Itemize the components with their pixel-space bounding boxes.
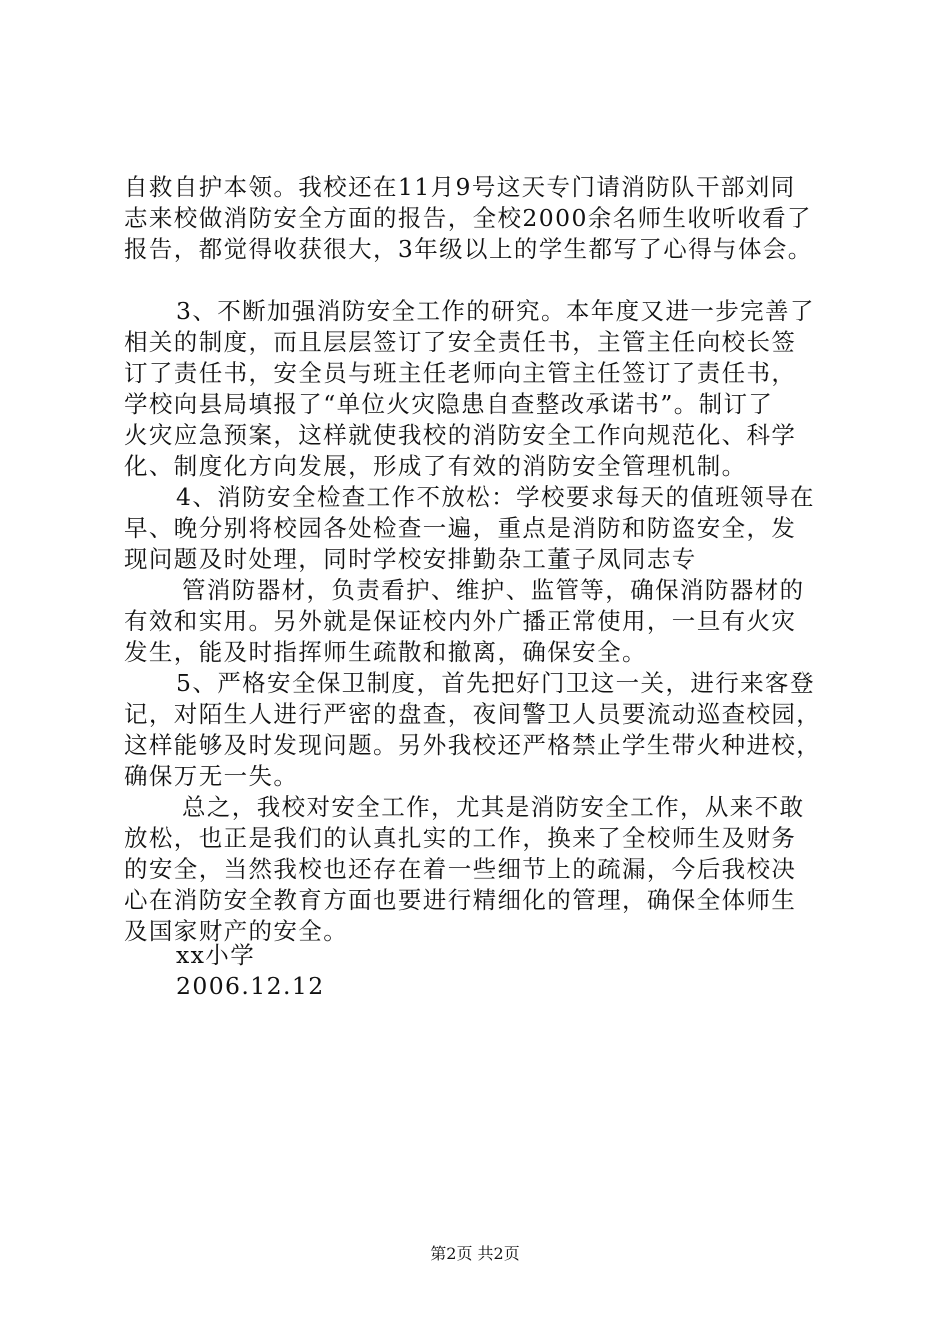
text-line: 现问题及时处理，同时学校安排勤杂工董子凤同志专 (124, 545, 697, 573)
signature-date: 2006.12.12 (176, 972, 325, 1000)
text-line: 自救自护本领。我校还在11月9号这天专门请消防队干部刘同 (124, 173, 796, 201)
text-line: 管消防器材，负责看护、维护、监管等，确保消防器材的 (182, 576, 805, 604)
signature-school: xx小学 (176, 941, 256, 969)
text-line: 放松，也正是我们的认真扎实的工作，换来了全校师生及财务 (124, 824, 797, 852)
text-line: 志来校做消防安全方面的报告，全校2000余名师生收听收看了 (124, 204, 812, 232)
text-line: 学校向县局填报了“单位火灾隐患自查整改承诺书”。制订了 (124, 390, 774, 418)
page-number: 第2页 共2页 (430, 1244, 520, 1263)
text-line: 5、严格安全保卫制度，首先把好门卫这一关，进行来客登 (176, 669, 815, 697)
text-line: 火灾应急预案，这样就使我校的消防安全工作向规范化、科学 (124, 421, 797, 449)
text-line: 总之，我校对安全工作，尤其是消防安全工作，从来不敢 (182, 793, 805, 821)
text-line: 4、消防安全检查工作不放松：学校要求每天的值班领导在 (176, 483, 815, 511)
text-line: 3、不断加强消防安全工作的研究。本年度又进一步完善了 (176, 297, 815, 325)
text-line: 心在消防安全教育方面也要进行精细化的管理，确保全体师生 (124, 886, 797, 914)
text-line: 发生，能及时指挥师生疏散和撤离，确保安全。 (124, 638, 647, 666)
text-line: 这样能够及时发现问题。另外我校还严格禁止学生带火种进校， (124, 731, 822, 759)
text-line: 早、晚分别将校园各处检查一遍，重点是消防和防盗安全，发 (124, 514, 797, 542)
text-line: 及国家财产的安全。 (124, 917, 349, 945)
text-line: 记，对陌生人进行严密的盘查，夜间警卫人员要流动巡查校园， (124, 700, 822, 728)
text-line: 报告，都觉得收获很大，3年级以上的学生都写了心得与体会。 (124, 235, 813, 263)
text-line: 确保万无一失。 (124, 762, 299, 790)
text-line: 化、制度化方向发展，形成了有效的消防安全管理机制。 (124, 452, 747, 480)
text-line: 订了责任书，安全员与班主任老师向主管主任签订了责任书， (124, 359, 797, 387)
text-line: 有效和实用。另外就是保证校内外广播正常使用，一旦有火灾 (124, 607, 797, 635)
text-line: 的安全，当然我校也还存在着一些细节上的疏漏，今后我校决 (124, 855, 797, 883)
text-line: 相关的制度，而且层层签订了安全责任书，主管主任向校长签 (124, 328, 797, 356)
